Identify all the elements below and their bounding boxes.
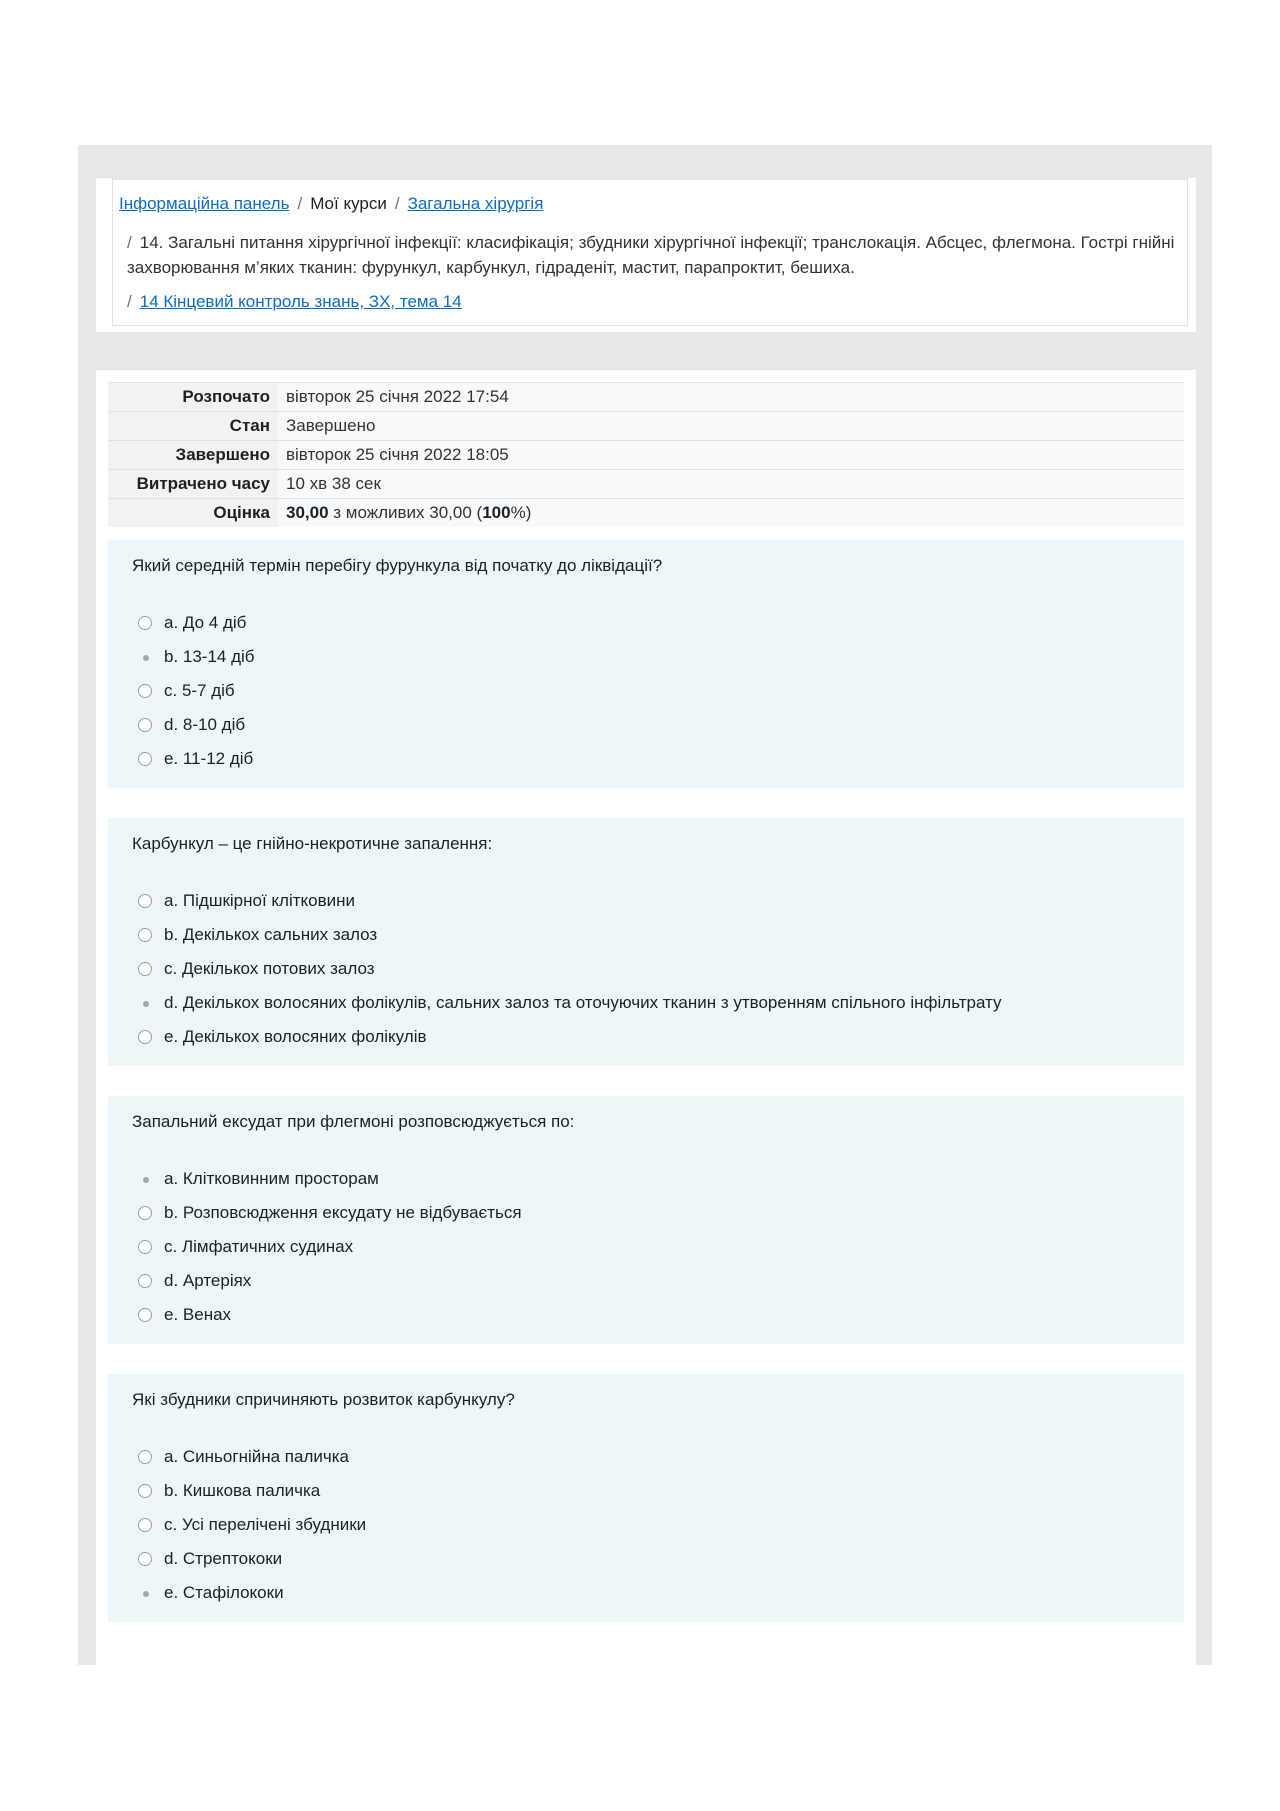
answer-label: e. 11-12 діб xyxy=(164,749,254,768)
answer-label: c. 5-7 діб xyxy=(164,681,235,700)
summary-label: Оцінка xyxy=(108,499,278,528)
breadcrumb-separator: / xyxy=(127,233,132,252)
summary-value: 10 хв 38 сек xyxy=(278,470,1184,499)
breadcrumb xyxy=(112,178,1188,326)
answer-label: a. Підшкірної клітковини xyxy=(164,891,356,910)
answer-option[interactable] xyxy=(138,742,255,776)
answer-option[interactable] xyxy=(138,1264,522,1298)
summary-row-grade xyxy=(108,499,1184,528)
attempt-summary-table xyxy=(108,382,1184,527)
breadcrumb-dashboard-link[interactable]: Інформаційна панель xyxy=(119,194,290,213)
summary-label: Витрачено часу xyxy=(108,470,278,499)
question-text: Запальний ексудат при флегмоні розповсюджується по: xyxy=(132,1112,575,1131)
radio-icon[interactable] xyxy=(138,752,152,766)
breadcrumb-quiz-link[interactable]: 14 Кінцевий контроль знань, ЗХ, тема 14 xyxy=(139,292,462,311)
answer-option[interactable] xyxy=(138,952,1002,986)
question-card xyxy=(108,1374,1184,1622)
summary-label: Завершено xyxy=(108,441,278,470)
question-text: Які збудники спричиняють розвиток карбункулу? xyxy=(132,1390,515,1409)
answer-option[interactable] xyxy=(138,986,1002,1020)
breadcrumb-my-courses: Мої курси xyxy=(310,194,387,213)
answer-option[interactable] xyxy=(138,1508,366,1542)
radio-icon[interactable] xyxy=(138,894,152,908)
breadcrumb-card xyxy=(96,178,1196,332)
answer-label: e. Декількох волосяних фолікулів xyxy=(164,1027,427,1046)
summary-row-started xyxy=(108,383,1184,412)
answer-label: c. Лімфатичних судинах xyxy=(164,1237,354,1256)
radio-icon[interactable] xyxy=(138,1450,152,1464)
answer-label: d. Артеріях xyxy=(164,1271,252,1290)
answer-option[interactable] xyxy=(138,1230,522,1264)
answer-label: d. 8-10 діб xyxy=(164,715,246,734)
answer-label: d. Декількох волосяних фолікулів, сальних залоз та оточуючих тканин з утворенням спільного інфільтрату xyxy=(164,993,1002,1012)
answer-option[interactable] xyxy=(138,1474,366,1508)
answer-option[interactable] xyxy=(138,1162,522,1196)
radio-icon[interactable] xyxy=(138,1030,152,1044)
radio-icon[interactable] xyxy=(138,1308,152,1322)
radio-checked-icon[interactable] xyxy=(138,996,152,1010)
grade-text: з можливих 30,00 ( xyxy=(328,503,483,522)
answer-label: b. Розповсюдження ексудату не відбувається xyxy=(164,1203,522,1222)
answer-list xyxy=(138,1162,522,1332)
answer-label: c. Усі перелічені збудники xyxy=(164,1515,367,1534)
radio-icon[interactable] xyxy=(138,718,152,732)
answer-list xyxy=(138,606,255,776)
answer-list xyxy=(138,1440,366,1610)
quiz-review-card xyxy=(96,370,1196,1665)
radio-icon[interactable] xyxy=(138,962,152,976)
grade-text-end: %) xyxy=(510,503,532,522)
grade-score: 30,00 xyxy=(286,503,329,522)
answer-label: d. Стрептококи xyxy=(164,1549,283,1568)
breadcrumb-separator: / xyxy=(127,292,132,311)
radio-icon[interactable] xyxy=(138,684,152,698)
answer-label: b. 13-14 діб xyxy=(164,647,255,666)
question-text: Карбункул – це гнійно-некротичне запалення: xyxy=(132,834,493,853)
summary-row-completed xyxy=(108,441,1184,470)
radio-icon[interactable] xyxy=(138,1274,152,1288)
radio-icon[interactable] xyxy=(138,1206,152,1220)
answer-option[interactable] xyxy=(138,606,255,640)
answer-label: e. Венах xyxy=(164,1305,232,1324)
radio-icon[interactable] xyxy=(138,928,152,942)
summary-label: Розпочато xyxy=(108,383,278,412)
radio-checked-icon[interactable] xyxy=(138,650,152,664)
question-card xyxy=(108,1096,1184,1344)
answer-label: e. Стафілококи xyxy=(164,1583,284,1602)
radio-icon[interactable] xyxy=(138,1240,152,1254)
answer-option[interactable] xyxy=(138,1196,522,1230)
radio-icon[interactable] xyxy=(138,1484,152,1498)
summary-value: вівторок 25 січня 2022 17:54 xyxy=(278,383,1184,412)
answer-label: c. Декількох потових залоз xyxy=(164,959,375,978)
summary-value: Завершено xyxy=(278,412,1184,441)
answer-option[interactable] xyxy=(138,1020,1002,1054)
answer-option[interactable] xyxy=(138,1542,366,1576)
answer-label: a. До 4 діб xyxy=(164,613,247,632)
breadcrumb-course-link[interactable]: Загальна хірургія xyxy=(407,194,544,213)
answer-option[interactable] xyxy=(138,884,1002,918)
breadcrumb-separator: / xyxy=(394,194,400,213)
radio-checked-icon[interactable] xyxy=(138,1172,152,1186)
answer-option[interactable] xyxy=(138,1298,522,1332)
radio-icon[interactable] xyxy=(138,1552,152,1566)
answer-option[interactable] xyxy=(138,708,255,742)
answer-option[interactable] xyxy=(138,1576,366,1610)
question-card xyxy=(108,818,1184,1066)
summary-label: Стан xyxy=(108,412,278,441)
answer-label: b. Декількох сальних залоз xyxy=(164,925,378,944)
answer-label: b. Кишкова паличка xyxy=(164,1481,321,1500)
radio-checked-icon[interactable] xyxy=(138,1586,152,1600)
question-text: Який середній термін перебігу фурункула від початку до ліквідації? xyxy=(132,556,663,575)
radio-icon[interactable] xyxy=(138,1518,152,1532)
breadcrumb-section: 14. Загальні питання хірургічної інфекції: класифікація; збудники хірургічної інфекції; транслокація. Абсцес, флегмона. Гострі гнійні захворювання м’яких тканин: фурункул, карбункул, гідраденіт, мастит, парапроктит, бешиха. xyxy=(127,233,1175,277)
answer-option[interactable] xyxy=(138,640,255,674)
radio-icon[interactable] xyxy=(138,616,152,630)
answer-list xyxy=(138,884,1002,1054)
summary-value xyxy=(278,499,1184,528)
summary-row-state xyxy=(108,412,1184,441)
grade-percent: 100 xyxy=(482,503,511,522)
answer-option[interactable] xyxy=(138,674,255,708)
summary-row-time xyxy=(108,470,1184,499)
answer-option[interactable] xyxy=(138,1440,366,1474)
breadcrumb-separator: / xyxy=(297,194,303,213)
answer-label: a. Клітковинним просторам xyxy=(164,1169,379,1188)
summary-value: вівторок 25 січня 2022 18:05 xyxy=(278,441,1184,470)
answer-option[interactable] xyxy=(138,918,1002,952)
question-card xyxy=(108,540,1184,788)
answer-label: a. Синьогнійна паличка xyxy=(164,1447,349,1466)
